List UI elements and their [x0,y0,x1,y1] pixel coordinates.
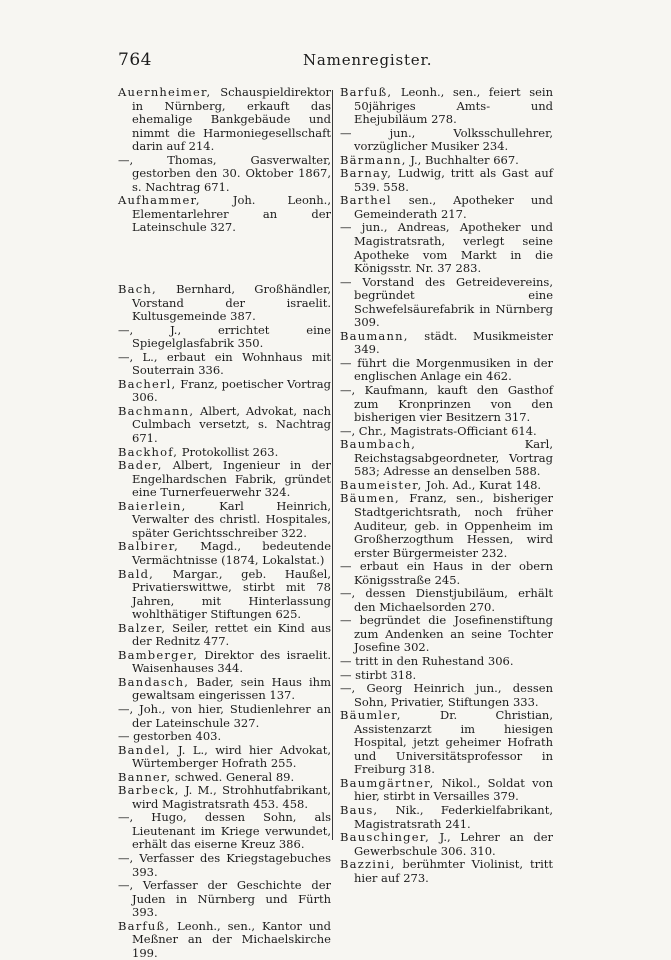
entry-surname: Banner, [118,769,172,784]
entry-text: — jun., Volksschullehrer, vorzüglicher Musiker 234. [340,125,553,154]
entry-surname: Bärmann, [340,152,407,167]
index-entry [118,324,331,351]
index-entry [118,154,331,195]
entry-text: Schauspieldirektor in Nürnberg, erkauft das ehemalige Bankgebäude und nimmt die Harmoniegesellschaft darin auf 214. [132,85,331,154]
index-entry [118,649,331,676]
right-column [340,86,553,885]
index-entry [340,167,553,194]
entry-text: — gestorben 403. [118,729,222,744]
entry-text: berühmter Violinist, tritt hier auf 273. [354,857,553,885]
index-entry [340,86,553,127]
index-entry [340,492,553,560]
entry-text: Albert, Advokat, nach Culmbach versetzt, s. Nachtrag 671. [132,403,331,446]
index-entry [340,357,553,384]
entry-surname: Bacherl, [118,376,177,391]
entry-surname: Bazzini, [340,857,396,872]
entry-text: Karl, Reichstagsabgeordneter, Vortrag 583; Adresse an denselben 588. [354,437,553,479]
index-entry [340,425,553,439]
index-entry [340,194,553,221]
entry-surname: Barnay, [340,166,393,181]
index-entry [118,852,331,879]
entry-surname: Bauschinger, [340,830,431,845]
index-entry [118,500,331,541]
index-entry [118,459,331,500]
index-entry [340,560,553,587]
entry-text: Magd., bedeutende Vermächtnisse (1874, Lokalstat.) [132,539,331,567]
entry-surname: Auernheimer, [118,85,212,99]
entry-surname: Bamberger, [118,647,198,662]
index-entry [118,194,331,235]
index-entry [340,655,553,669]
index-entry [340,804,553,831]
index-entry [118,811,331,852]
entry-text: — erbaut ein Haus in der obern Königsstraße 245. [340,559,553,587]
entry-text: Franz, poetischer Vortrag 306. [132,376,331,405]
entry-text: —, Chr., Magistrats-Officiant 614. [340,423,537,438]
entry-surname: Barthel [340,193,392,208]
entry-text: städt. Musikmeister 349. [354,328,553,357]
index-entry [118,744,331,771]
entry-surname: Balzer, [118,620,167,635]
entry-text: —, J., errichtet eine Spiegelglasfabrik 350. [118,322,331,351]
entry-surname: Baierlein, [118,498,187,513]
entry-surname: Baumgärtner, [340,775,435,790]
index-entry [118,784,331,811]
index-entry [340,127,553,154]
entry-text: —, Thomas, Gasverwalter, gestorben den 30. Oktober 1867, s. Nachtrag 671. [118,152,331,194]
index-entry [118,378,331,405]
page-header [118,50,570,72]
entry-text: Direktor des israelit. Waisenhauses 344. [132,647,331,676]
page-number: 764 [118,50,152,70]
index-entry [340,831,553,858]
entry-text: Protokollist 263. [178,444,279,459]
index-entry [340,479,553,493]
entry-text: Margar., geb. Haußel, Privatierswittwe, stirbt mit 78 Jahren, mit Hinterlassung wohlthätiger Stiftungen 625. [132,566,331,622]
entry-text: Ludwig, tritt als Gast auf 539. 558. [354,166,553,194]
index-entry [340,669,553,683]
index-entry [340,858,553,885]
index-entry [340,154,553,168]
index-entry [340,438,553,479]
entry-surname: Aufhammer, [118,193,201,208]
entry-text: —, Joh., von hier, Studienlehrer an der Lateinschule 327. [118,701,331,730]
entry-text: Leonh., sen., feiert sein 50jähriges Amts- und Ehejubiläum 278. [354,85,553,127]
entry-text: Bader, sein Haus ihm gewaltsam eingerissen 137. [132,674,331,703]
entry-text: J. L., wird hier Advokat, Würtemberger Hofrath 255. [132,742,331,771]
entry-text: —, L., erbaut ein Wohnhaus mit Souterrain 336. [118,349,331,378]
index-entry [118,351,331,378]
index-entry [118,446,331,460]
entry-text: — begründet die Josefinenstiftung zum Andenken an seine Tochter Josefine 302. [340,613,553,655]
index-entry [340,330,553,357]
entry-surname: Baumbach, [340,437,417,452]
index-entry [340,276,553,330]
entry-surname: Backhof, [118,444,179,459]
entry-text: Bernhard, Großhändler, Vorstand der israelit. Kultusgemeinde 387. [132,282,331,324]
entry-surname: Bäumen, [340,491,400,506]
entry-text: — Vorstand des Getreidevereins, begründet eine Schwefelsäurefabrik in Nürnberg 309. [340,274,553,330]
left-column [118,86,331,960]
index-entry [340,384,553,425]
index-entry [118,568,331,622]
index-entry [340,682,553,709]
entry-surname: Baumann, [340,328,409,343]
index-entry [118,771,331,785]
index-entry [118,920,331,960]
entry-surname: Barbeck, [118,783,180,798]
entry-text: —, dessen Dienstjubiläum, erhält den Michaelsorden 270. [340,586,553,614]
running-title: Namenregister. [303,51,433,69]
entry-surname: Barfuß, [340,85,393,99]
index-entry [340,221,553,275]
entry-surname: Bald, [118,566,155,581]
index-entry [118,622,331,649]
index-entry [118,283,331,324]
entry-text: Joh. Leonh., Elementarlehrer an der Lateinschule 327. [132,193,331,235]
entry-surname: Baus, [340,802,379,817]
entry-text: Nik., Federkielfabrikant, Magistratsrath 241. [354,802,553,831]
entry-text: —, Verfasser der Geschichte der Juden in Nürnberg und Fürth 393. [118,878,331,920]
entry-surname: Bach, [118,282,157,297]
column-divider [332,90,333,840]
index-entry [118,86,331,154]
index-entry [340,709,553,777]
entry-surname: Balbirer, [118,539,180,554]
index-entry [340,614,553,655]
entry-text: — jun., Andreas, Apotheker und Magistratsrath, verlegt seine Apotheke vom Markt in die Königsstr. Nr. 37 283. [340,220,553,276]
entry-text: J. M., Strohhutfabrikant, wird Magistratsrath 453. 458. [132,783,331,811]
entry-surname: Bandel, [118,742,171,757]
index-entry [118,879,331,920]
entry-text: —, Verfasser des Kriegstagebuches 393. [118,850,331,879]
index-entry [340,777,553,804]
entry-text: — tritt in den Ruhestand 306. [340,653,514,668]
entry-surname: Bandasch, [118,674,190,689]
entry-surname: Bäumler, [340,708,402,723]
entry-text: —, Kaufmann, kauft den Gasthof zum Kronprinzen von den bisherigen vier Besitzern 317. [340,383,553,425]
entry-surname: Bachmann, [118,403,195,418]
index-entry [118,405,331,446]
entry-text: J., Lehrer an der Gewerbschule 306. 310. [354,830,553,858]
entry-text: —, Georg Heinrich jun., dessen Sohn, Privatier, Stiftungen 333. [340,681,553,709]
entry-text: Leonh., sen., Kantor und Meßner an der Michaelskirche 199. [132,918,331,960]
entry-surname: Barfuß, [118,918,171,933]
entry-surname: Baumeister, [340,477,423,492]
entry-surname: Bader, [118,458,163,473]
index-entry [118,676,331,703]
index-entry [340,587,553,614]
entry-text: Nikol., Soldat von hier, stirbt in Versailles 379. [354,775,553,804]
entry-text: Dr. Christian, Assistenzarzt im hiesigen Hospital, jetzt geheimer Hofrath und Universitätsprofessor in Freiburg 318. [354,708,553,777]
entry-text: Joh. Ad., Kurat 148. [422,477,542,492]
entry-text: J., Buchhalter 667. [406,152,519,167]
index-entry [118,540,331,567]
entry-text: Albert, Ingenieur in der Engelhardschen Fabrik, gründet eine Turnerfeuerwehr 324. [132,458,331,500]
entry-text: — führt die Morgenmusiken in der englischen Anlage ein 462. [340,355,553,384]
index-entry [118,703,331,730]
entry-text: Seiler, rettet ein Kind aus der Rednitz 477. [132,620,331,649]
entry-text: schwed. General 89. [171,769,295,784]
entry-text: Karl Heinrich, Verwalter des christl. Hospitales, später Gerichtsschreiber 322. [132,498,331,540]
entry-text: —, Hugo, dessen Sohn, als Lieutenant im Kriege verwundet, erhält das eiserne Kreuz 386. [118,810,331,852]
entry-text: sen., Apotheker und Gemeinderath 217. [354,193,553,221]
entry-text: Franz, sen., bisheriger Stadtgerichtsrath, noch früher Auditeur, geb. in Oppenheim im Großherzogthum Hessen, wird erster Bürgermeister 232. [354,491,553,560]
entry-text: — stirbt 318. [340,667,417,682]
index-entry [118,730,331,744]
